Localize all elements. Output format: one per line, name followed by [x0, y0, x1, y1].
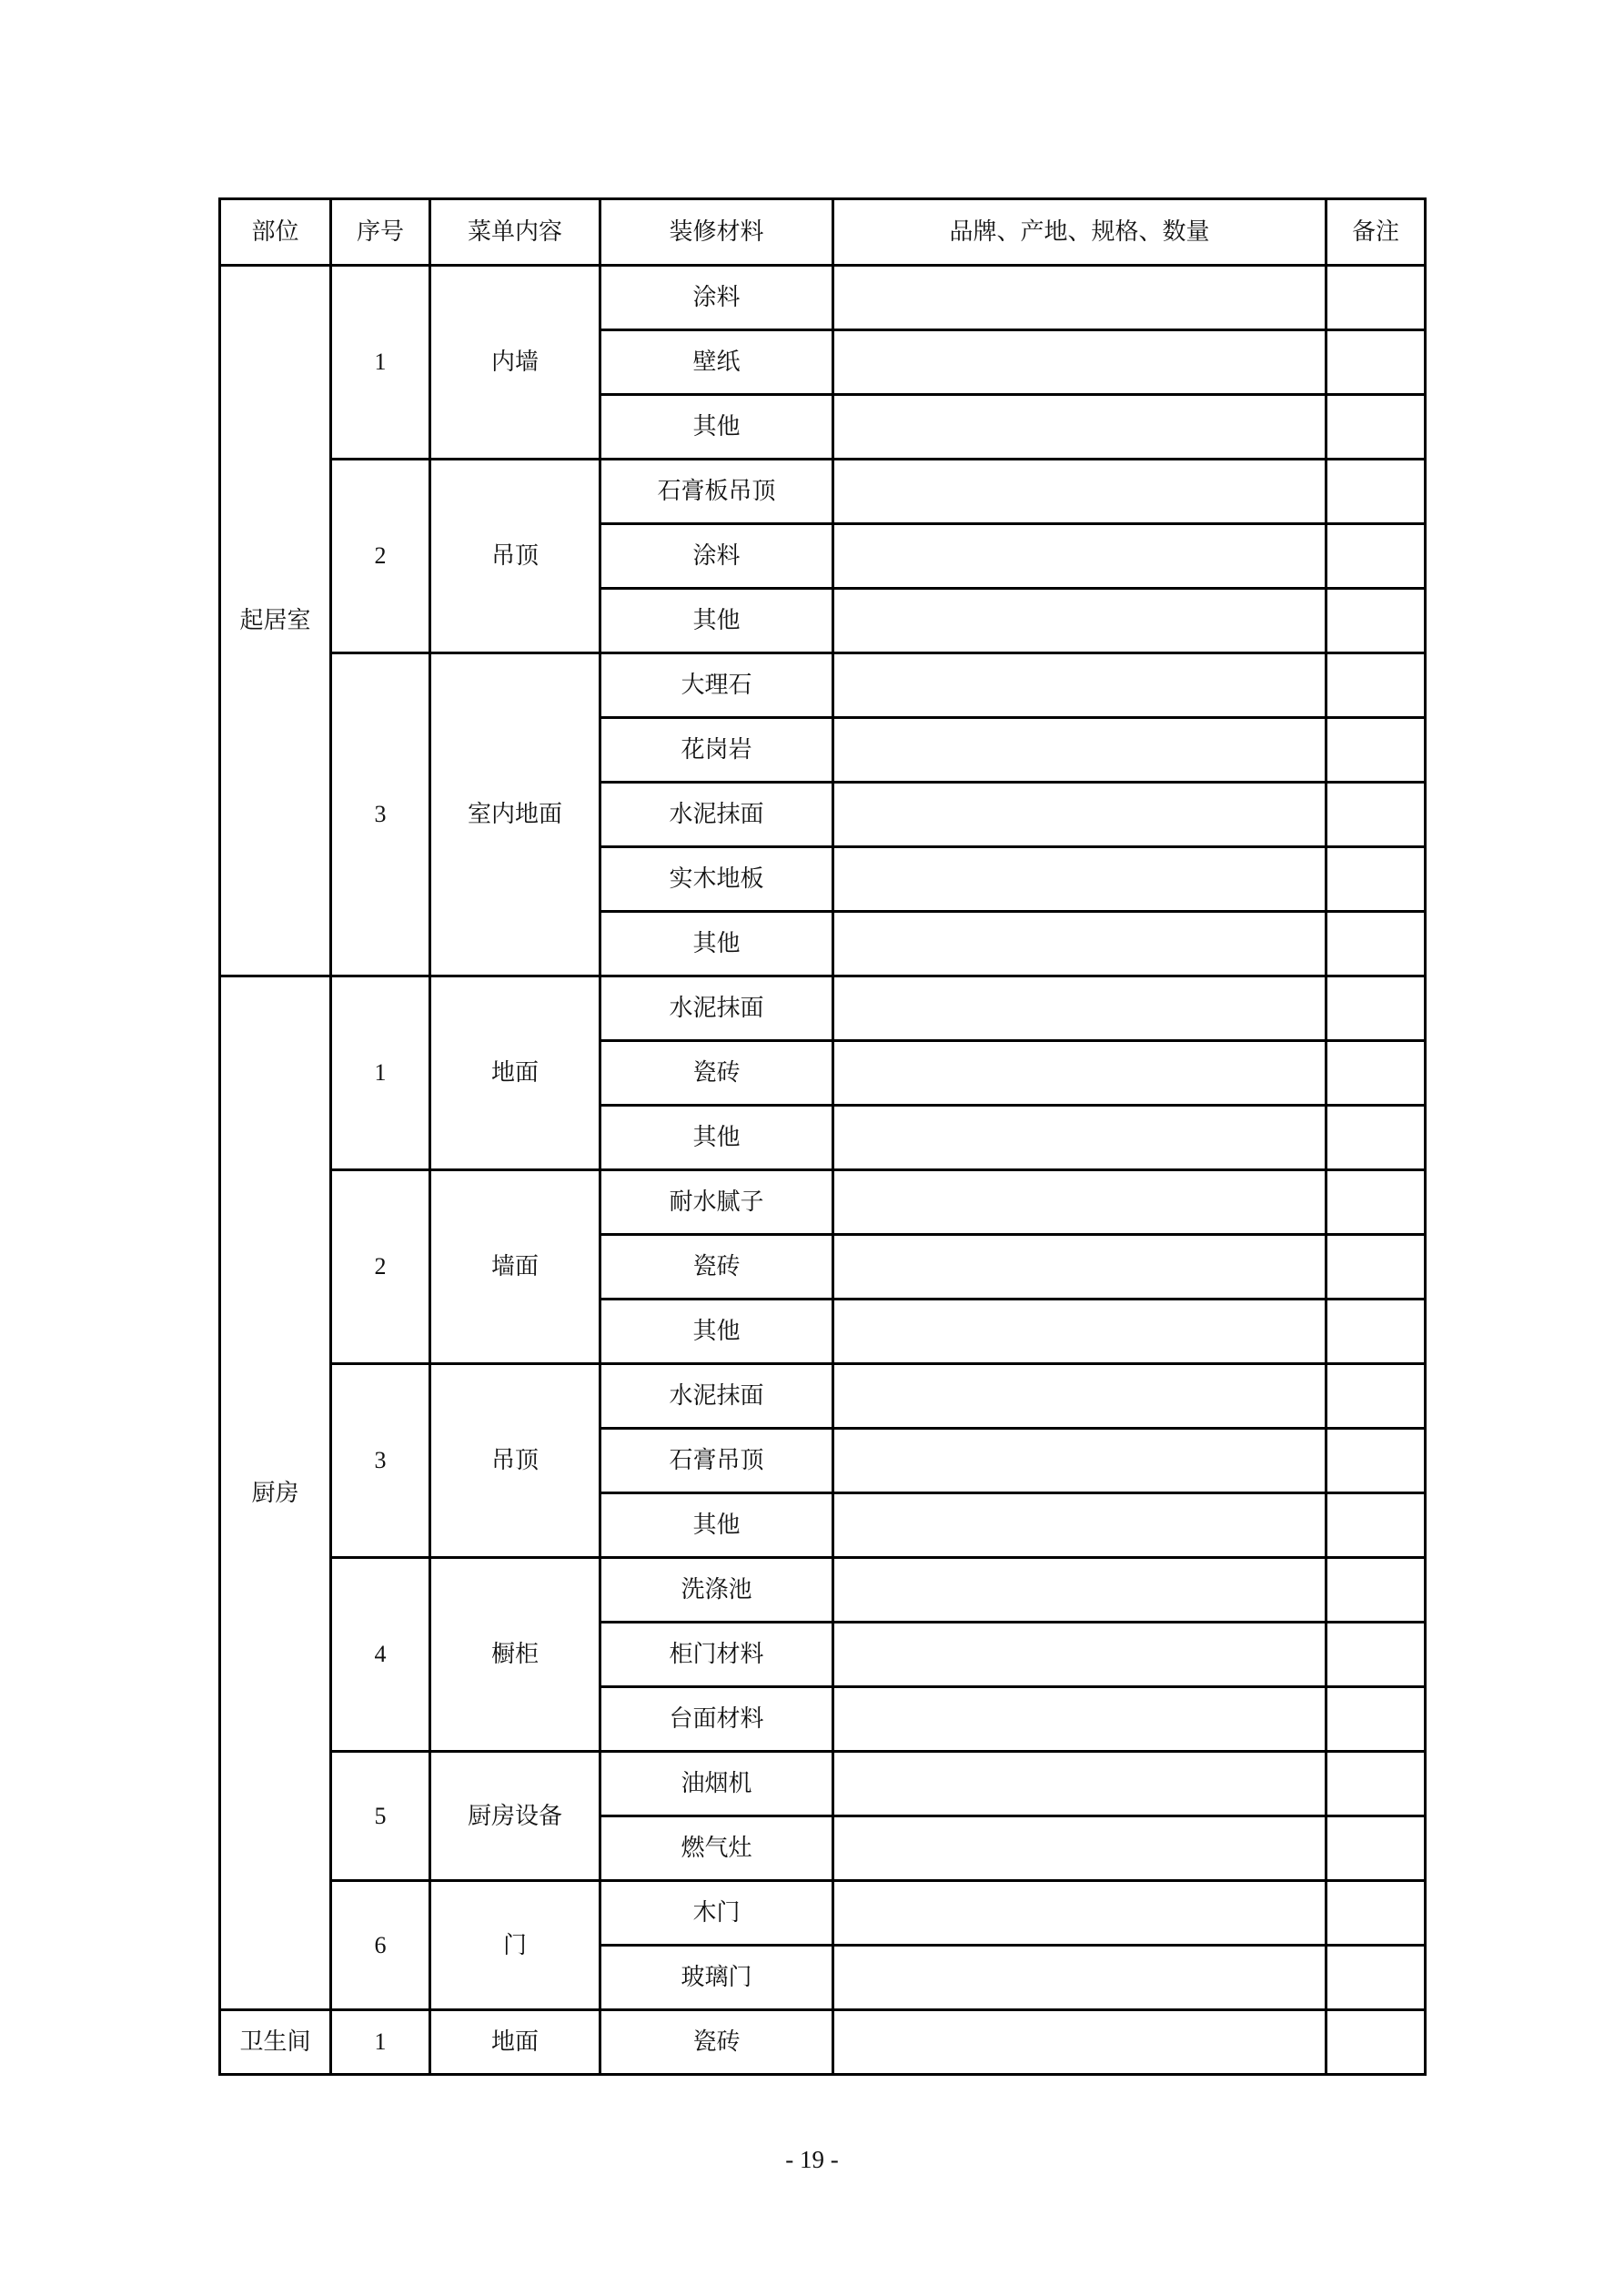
brand-cell[interactable]: [833, 1623, 1326, 1687]
table-row: [220, 2010, 1426, 2075]
remark-cell[interactable]: [1326, 1041, 1426, 1106]
brand-cell[interactable]: [833, 912, 1326, 976]
material-cell: 其他: [600, 912, 833, 976]
brand-cell[interactable]: [833, 1946, 1326, 2010]
seq-cell: 5: [331, 1752, 430, 1881]
remark-cell[interactable]: [1326, 2010, 1426, 2075]
brand-cell[interactable]: [833, 1752, 1326, 1816]
seq-cell: 2: [331, 460, 430, 653]
header-area: 部位: [220, 199, 331, 266]
header-remark: 备注: [1326, 199, 1426, 266]
table-body: [220, 266, 1426, 2075]
material-cell: 燃气灶: [600, 1816, 833, 1881]
seq-cell: 1: [331, 266, 430, 460]
header-brand: 品牌、产地、规格、数量: [833, 199, 1326, 266]
material-cell: 大理石: [600, 653, 833, 718]
table-row: [220, 266, 1426, 330]
brand-cell[interactable]: [833, 1493, 1326, 1558]
seq-cell: 6: [331, 1881, 430, 2010]
brand-cell[interactable]: [833, 330, 1326, 395]
menu-cell: 门: [430, 1881, 600, 2010]
brand-cell[interactable]: [833, 1816, 1326, 1881]
brand-cell[interactable]: [833, 653, 1326, 718]
brand-cell[interactable]: [833, 1300, 1326, 1364]
area-cell: 起居室: [220, 266, 331, 976]
material-cell: 壁纸: [600, 330, 833, 395]
menu-cell: 墙面: [430, 1170, 600, 1364]
material-cell: 水泥抹面: [600, 783, 833, 847]
remark-cell[interactable]: [1326, 460, 1426, 524]
material-cell: 石膏吊顶: [600, 1429, 833, 1493]
remark-cell[interactable]: [1326, 1946, 1426, 2010]
table-header-row: [220, 199, 1426, 266]
brand-cell[interactable]: [833, 783, 1326, 847]
decoration-materials-table: [218, 197, 1427, 2076]
remark-cell[interactable]: [1326, 847, 1426, 912]
material-cell: 水泥抹面: [600, 1364, 833, 1429]
brand-cell[interactable]: [833, 718, 1326, 783]
page-number: - 19 -: [785, 2146, 839, 2173]
brand-cell[interactable]: [833, 1429, 1326, 1493]
brand-cell[interactable]: [833, 524, 1326, 589]
seq-cell: 3: [331, 1364, 430, 1558]
material-cell: 其他: [600, 395, 833, 460]
remark-cell[interactable]: [1326, 1752, 1426, 1816]
header-menu: 菜单内容: [430, 199, 600, 266]
brand-cell[interactable]: [833, 1364, 1326, 1429]
menu-cell: 地面: [430, 976, 600, 1170]
seq-cell: 2: [331, 1170, 430, 1364]
brand-cell[interactable]: [833, 1106, 1326, 1170]
remark-cell[interactable]: [1326, 589, 1426, 653]
remark-cell[interactable]: [1326, 1558, 1426, 1623]
remark-cell[interactable]: [1326, 266, 1426, 330]
brand-cell[interactable]: [833, 1558, 1326, 1623]
brand-cell[interactable]: [833, 1235, 1326, 1300]
brand-cell[interactable]: [833, 1041, 1326, 1106]
table-row: [220, 1881, 1426, 1946]
material-cell: 花岗岩: [600, 718, 833, 783]
header-material: 装修材料: [600, 199, 833, 266]
header-seq: 序号: [331, 199, 430, 266]
brand-cell[interactable]: [833, 589, 1326, 653]
material-cell: 油烟机: [600, 1752, 833, 1816]
material-cell: 玻璃门: [600, 1946, 833, 2010]
table-row: [220, 1752, 1426, 1816]
remark-cell[interactable]: [1326, 1235, 1426, 1300]
remark-cell[interactable]: [1326, 1170, 1426, 1235]
material-cell: 涂料: [600, 524, 833, 589]
brand-cell[interactable]: [833, 395, 1326, 460]
remark-cell[interactable]: [1326, 1687, 1426, 1752]
seq-cell: 4: [331, 1558, 430, 1752]
table-row: [220, 1364, 1426, 1429]
remark-cell[interactable]: [1326, 1106, 1426, 1170]
seq-cell: 1: [331, 2010, 430, 2075]
table-row: [220, 1170, 1426, 1235]
brand-cell[interactable]: [833, 847, 1326, 912]
area-cell: 卫生间: [220, 2010, 331, 2075]
material-cell: 台面材料: [600, 1687, 833, 1752]
menu-cell: 吊顶: [430, 1364, 600, 1558]
table-row: [220, 976, 1426, 1041]
material-cell: 其他: [600, 1106, 833, 1170]
remark-cell[interactable]: [1326, 1881, 1426, 1946]
remark-cell[interactable]: [1326, 1364, 1426, 1429]
area-cell: 厨房: [220, 976, 331, 2010]
menu-cell: 橱柜: [430, 1558, 600, 1752]
brand-cell[interactable]: [833, 1687, 1326, 1752]
remark-cell[interactable]: [1326, 653, 1426, 718]
menu-cell: 吊顶: [430, 460, 600, 653]
seq-cell: 1: [331, 976, 430, 1170]
material-cell: 柜门材料: [600, 1623, 833, 1687]
brand-cell[interactable]: [833, 2010, 1326, 2075]
remark-cell[interactable]: [1326, 976, 1426, 1041]
remark-cell[interactable]: [1326, 330, 1426, 395]
material-cell: 瓷砖: [600, 2010, 833, 2075]
remark-cell[interactable]: [1326, 912, 1426, 976]
table-row: [220, 1558, 1426, 1623]
brand-cell[interactable]: [833, 976, 1326, 1041]
remark-cell[interactable]: [1326, 1816, 1426, 1881]
remark-cell[interactable]: [1326, 1429, 1426, 1493]
material-cell: 木门: [600, 1881, 833, 1946]
material-cell: 耐水腻子: [600, 1170, 833, 1235]
material-cell: 其他: [600, 589, 833, 653]
menu-cell: 室内地面: [430, 653, 600, 976]
material-cell: 瓷砖: [600, 1235, 833, 1300]
table-row: [220, 460, 1426, 524]
brand-cell[interactable]: [833, 460, 1326, 524]
table-row: [220, 653, 1426, 718]
brand-cell[interactable]: [833, 1170, 1326, 1235]
material-cell: 实木地板: [600, 847, 833, 912]
remark-cell[interactable]: [1326, 718, 1426, 783]
remark-cell[interactable]: [1326, 524, 1426, 589]
seq-cell: 3: [331, 653, 430, 976]
menu-cell: 厨房设备: [430, 1752, 600, 1881]
material-cell: 其他: [600, 1300, 833, 1364]
material-cell: 瓷砖: [600, 1041, 833, 1106]
remark-cell[interactable]: [1326, 1300, 1426, 1364]
material-cell: 水泥抹面: [600, 976, 833, 1041]
remark-cell[interactable]: [1326, 783, 1426, 847]
material-cell: 其他: [600, 1493, 833, 1558]
material-cell: 石膏板吊顶: [600, 460, 833, 524]
remark-cell[interactable]: [1326, 395, 1426, 460]
material-cell: 涂料: [600, 266, 833, 330]
material-cell: 洗涤池: [600, 1558, 833, 1623]
brand-cell[interactable]: [833, 266, 1326, 330]
menu-cell: 地面: [430, 2010, 600, 2075]
remark-cell[interactable]: [1326, 1493, 1426, 1558]
brand-cell[interactable]: [833, 1881, 1326, 1946]
menu-cell: 内墙: [430, 266, 600, 460]
remark-cell[interactable]: [1326, 1623, 1426, 1687]
